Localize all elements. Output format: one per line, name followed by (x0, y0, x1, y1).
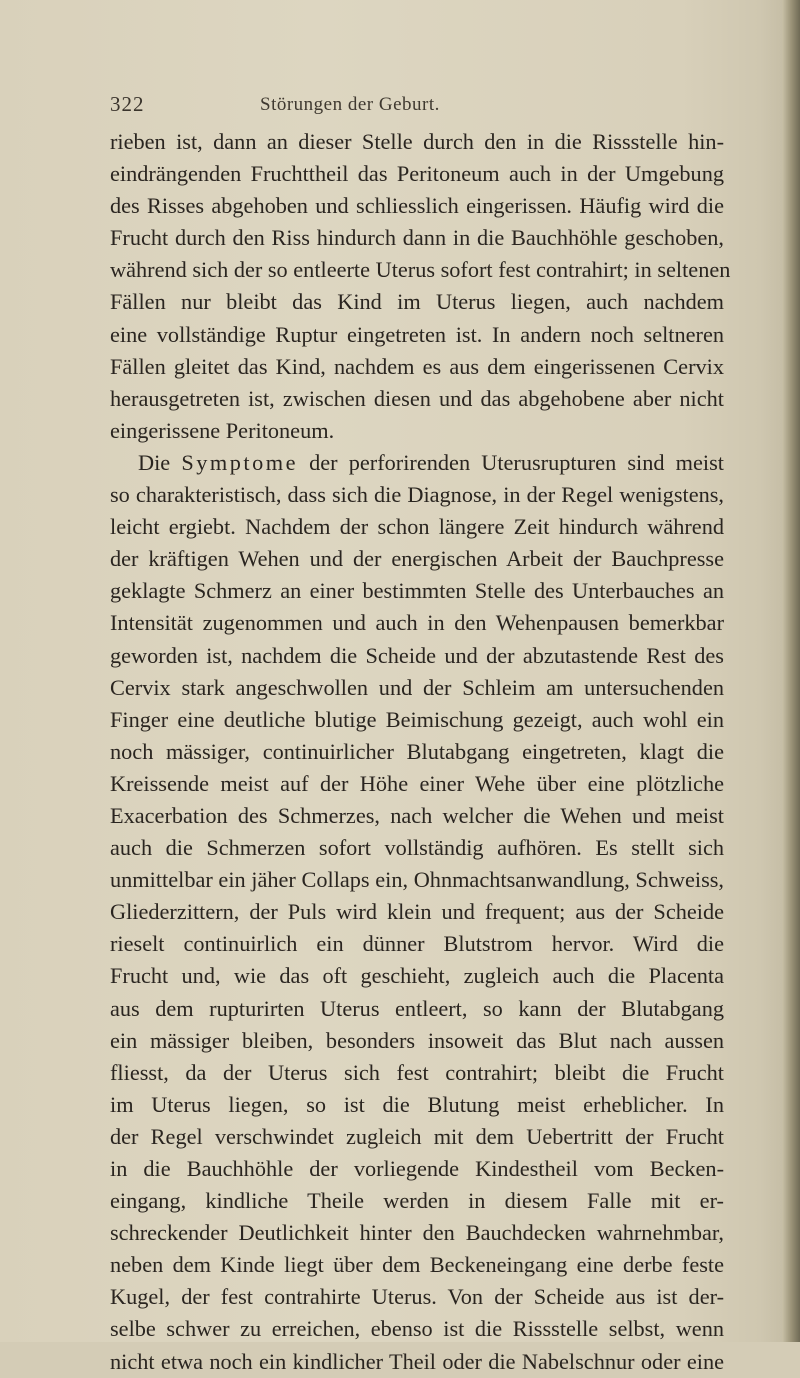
text-line: im Uterus liegen, so ist die Blutung meist erheblicher. In (110, 1091, 724, 1117)
text-line: in die Bauchhöhle der vorliegende Kindestheil vom Becken- (110, 1156, 724, 1181)
text-line: rieselt continuirlich ein dünner Blutstrom hervor. Wird die (110, 931, 724, 957)
text-line: während sich der so entleerte Uterus sofort fest contrahirt; in seltenen (110, 257, 731, 283)
text-line: noch mässiger, continuirlicher Blutabgang eingetreten, klagt die (110, 738, 724, 764)
page-header (110, 92, 730, 122)
text-line: eindrängenden Fruchttheil das Peritoneum auch in der Umgebung (110, 161, 724, 187)
paragraph-lead-rest: der perforirenden Uterusrupturen sind meist (309, 449, 724, 475)
text-line: ein mässiger bleiben, besonders insoweit das Blut nach aussen (110, 1027, 724, 1053)
text-line: Kugel, der fest contrahirte Uterus. Von der Scheide aus ist der- (110, 1284, 724, 1310)
text-line: rieben ist, dann an dieser Stelle durch den in die Rissstelle hin- (110, 129, 724, 154)
paragraph-lead-word: Die (138, 449, 171, 475)
text-line: Gliederzittern, der Puls wird klein und frequent; aus der Scheide (110, 899, 724, 925)
page-number: 322 (110, 92, 145, 116)
text-line: aus dem rupturirten Uterus entleert, so kann der Blutabgang (110, 995, 724, 1021)
text-line: Frucht und, wie das oft geschieht, zugleich auch die Placenta (110, 963, 724, 989)
text-line: des Risses abgehoben und schliesslich eingerissen. Häufig wird die (110, 193, 724, 219)
text-line: der kräftigen Wehen und der energischen Arbeit der Bauchpresse (110, 546, 724, 572)
text-line: Intensität zugenommen und auch in den Wehenpausen bemerkbar (110, 610, 724, 636)
text-line: eingang, kindliche Theile werden in diesem Falle mit er- (110, 1188, 724, 1214)
text-line: herausgetreten ist, zwischen diesen und das abgehobene aber nicht (110, 385, 724, 411)
running-head: Störungen der Geburt. (260, 94, 440, 115)
text-line: Cervix stark angeschwollen und der Schleim am untersuchenden (110, 674, 724, 700)
text-line: leicht ergiebt. Nachdem der schon längere Zeit hindurch während (110, 514, 724, 540)
text-line: geworden ist, nachdem die Scheide und der abzutastende Rest des (110, 642, 724, 668)
text-line: Fällen nur bleibt das Kind im Uterus liegen, auch nachdem (110, 289, 724, 315)
text-line: neben dem Kinde liegt über dem Beckeneingang eine derbe feste (110, 1252, 724, 1278)
text-line: Fällen gleitet das Kind, nachdem es aus dem eingerissenen Cervix (110, 353, 724, 379)
body-text (110, 126, 731, 1378)
text-line: Exacerbation des Schmerzes, nach welcher die Wehen und meist (110, 802, 724, 828)
text-line: auch die Schmerzen sofort vollständig aufhören. Es stellt sich (110, 835, 724, 861)
text-line: geklagte Schmerz an einer bestimmten Stelle des Unterbauches an (110, 578, 724, 604)
text-line: Frucht durch den Riss hindurch dann in die Bauchhöhle geschoben, (110, 225, 724, 251)
text-line: Finger eine deutliche blutige Beimischung gezeigt, auch wohl ein (110, 706, 724, 732)
page-edge-shadow (782, 0, 800, 1342)
text-line: Kreissende meist auf der Höhe einer Wehe über eine plötzliche (110, 770, 724, 796)
text-line: eingerissene Peritoneum. (110, 417, 335, 443)
emphasized-word: Symptome (181, 449, 298, 475)
text-line: schreckender Deutlichkeit hinter den Bauchdecken wahrnehmbar, (110, 1220, 724, 1246)
text-line: so charakteristisch, dass sich die Diagnose, in der Regel wenigstens, (110, 482, 724, 508)
text-line: eine vollständige Ruptur eingetreten ist. In andern noch seltneren (110, 321, 724, 347)
text-line: der Regel verschwindet zugleich mit dem Uebertritt der Frucht (110, 1123, 724, 1149)
text-line: selbe schwer zu erreichen, ebenso ist die Rissstelle selbst, wenn (110, 1316, 724, 1342)
text-line: unmittelbar ein jäher Collaps ein, Ohnmachtsanwandlung, Schweiss, (110, 867, 724, 893)
paragraph-start-line (110, 447, 724, 479)
text-line: nicht etwa noch ein kindlicher Theil oder die Nabelschnur oder eine (110, 1348, 724, 1374)
text-line: fliesst, da der Uterus sich fest contrahirt; bleibt die Frucht (110, 1059, 724, 1085)
